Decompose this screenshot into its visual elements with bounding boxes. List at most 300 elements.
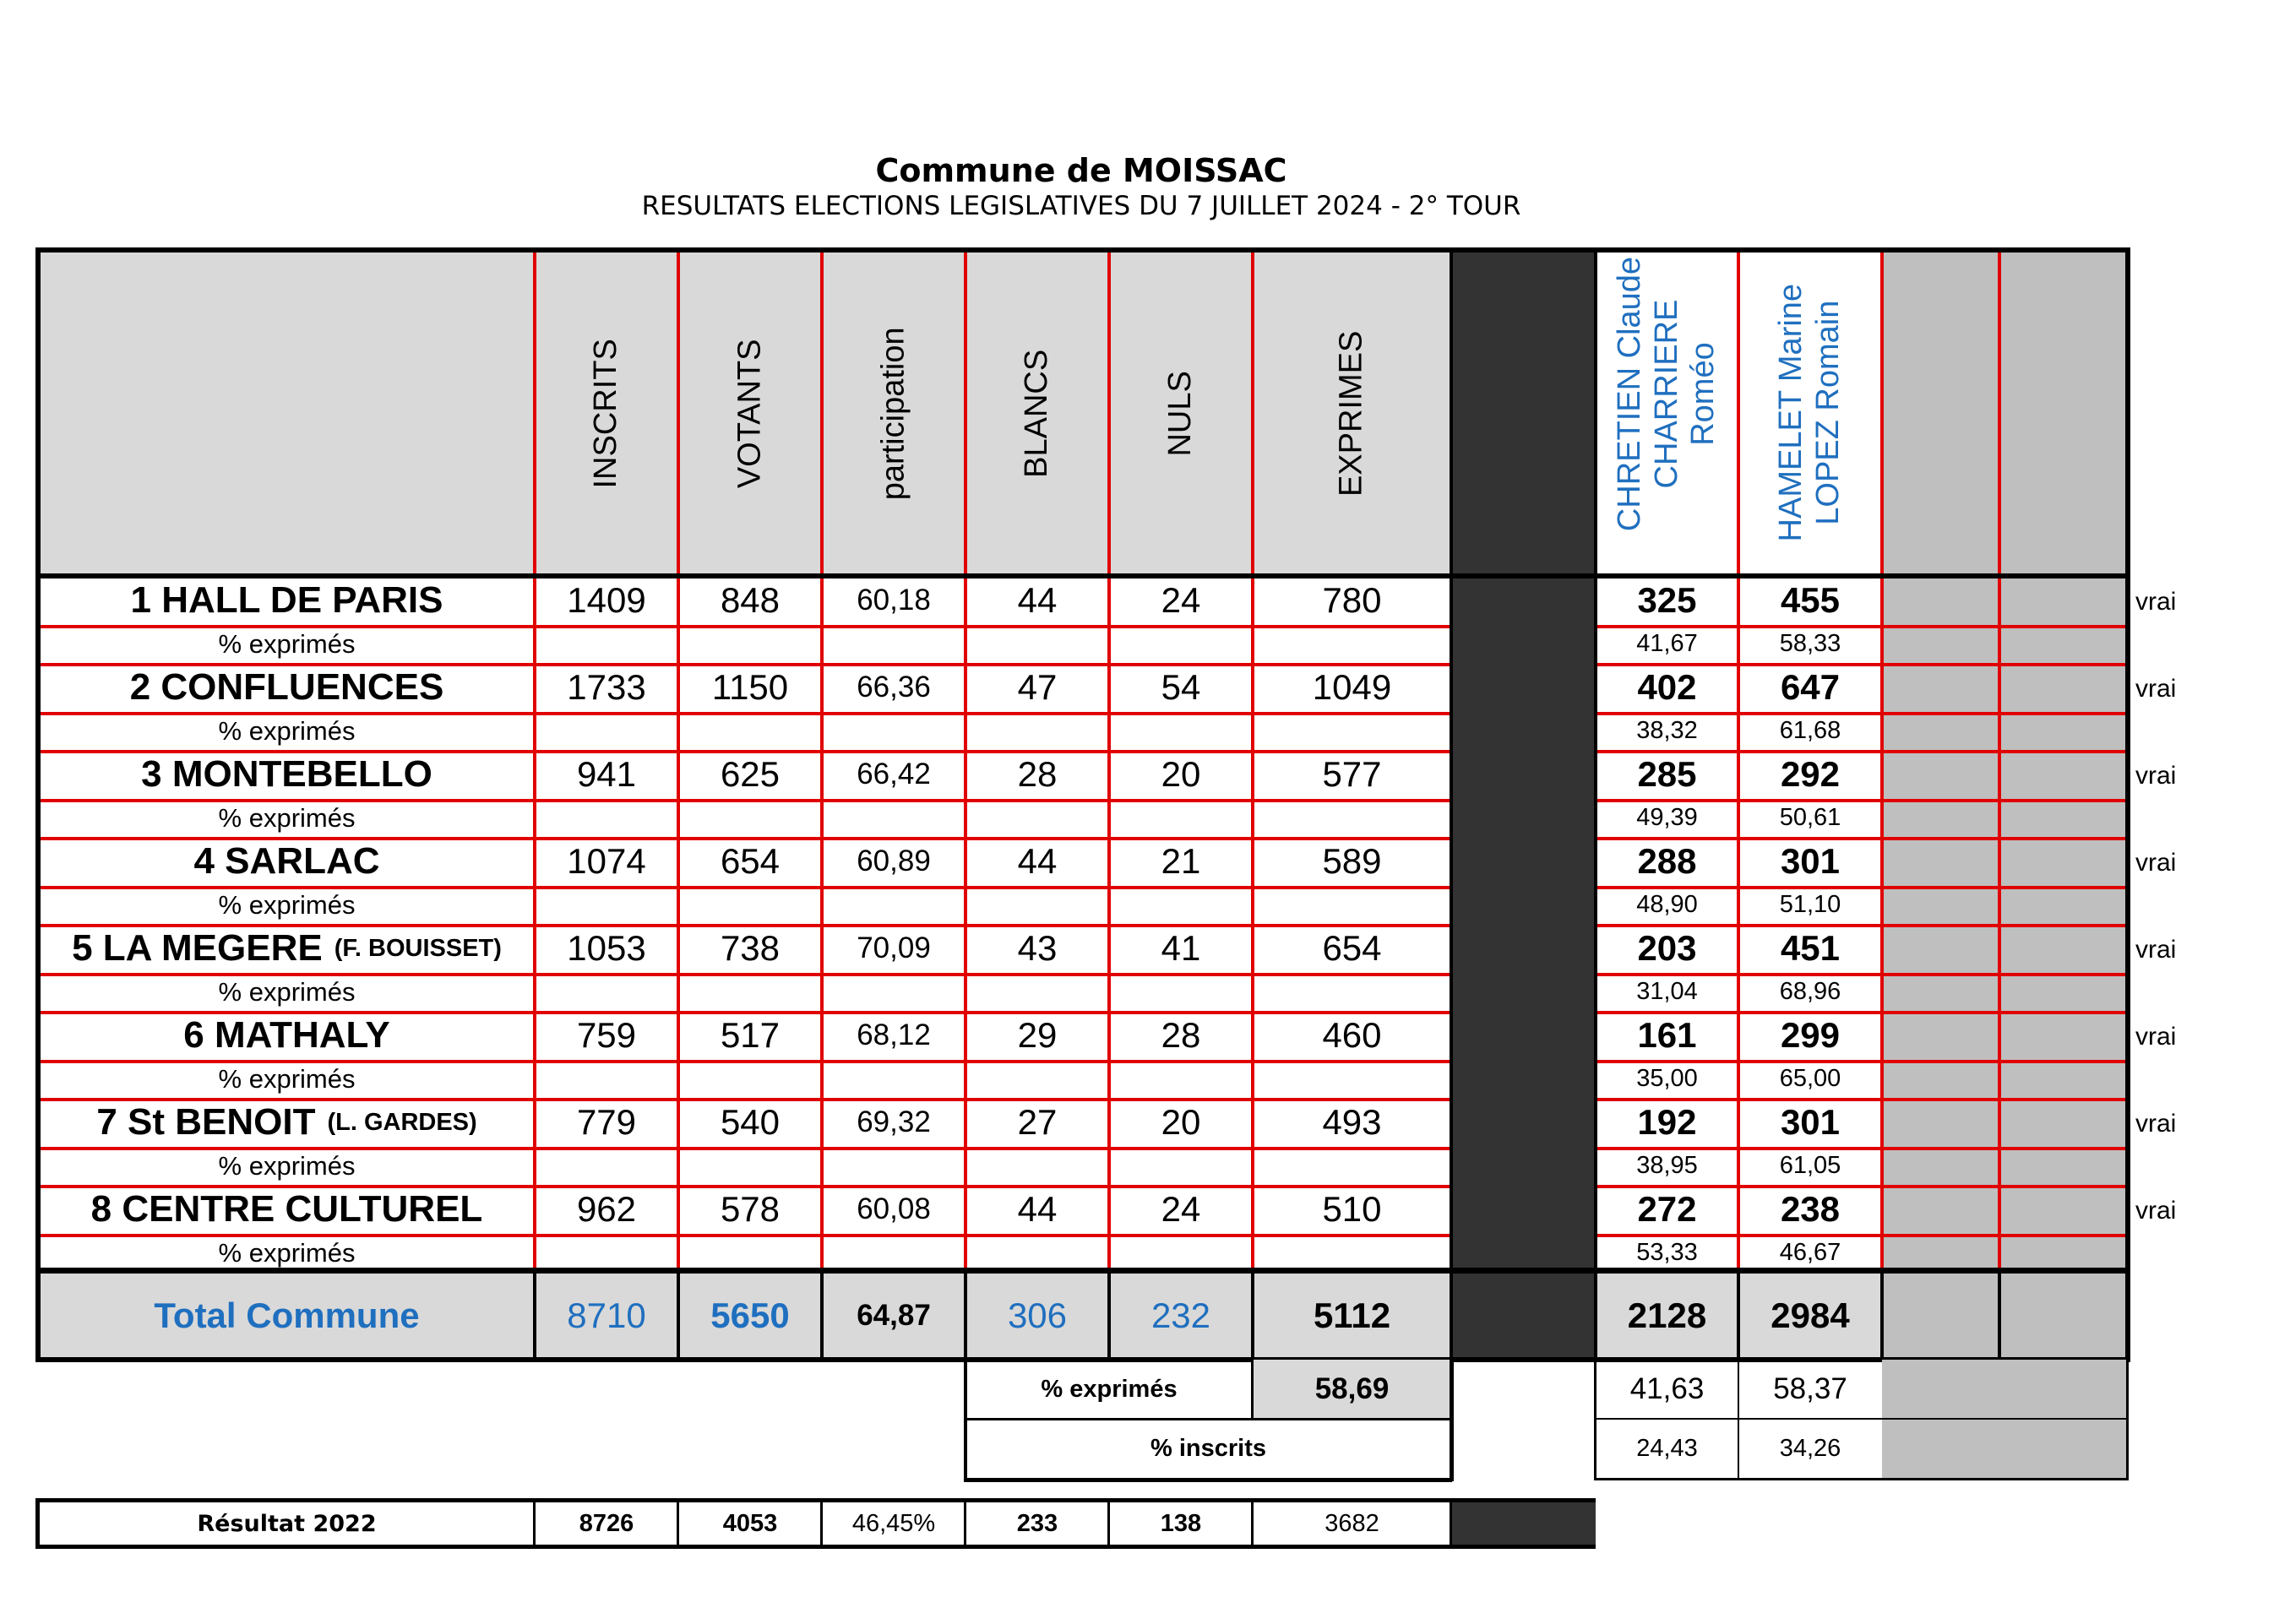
candidate-name-line: LOPEZ Romain (1810, 300, 1847, 525)
cell-cand2-votes: 647 (1780, 667, 1841, 707)
cell-empty (1109, 1060, 1253, 1098)
row-separator (1596, 799, 2127, 802)
result-2022-border (820, 1502, 823, 1545)
cell-cand1-votes: 288 (1637, 841, 1697, 881)
candidate-name-line: HAMELET Marine (1773, 283, 1809, 542)
cell-empty (822, 886, 965, 924)
cell-cand2-pct: 61,68 (1779, 717, 1841, 744)
header-cand1-name (1612, 257, 1722, 531)
bureau-name: 3 MONTEBELLO (141, 753, 432, 795)
dark-column-cell (1451, 750, 1596, 837)
summary-exprimes-value: 58,69 (1253, 1360, 1451, 1419)
cell-inscrits: 1409 (567, 580, 646, 620)
cell-cand1-votes: 325 (1637, 580, 1697, 620)
cell-blancs: 43 (1017, 928, 1058, 968)
column-separator (533, 251, 536, 1271)
row-separator (39, 799, 1451, 802)
total-column-border (964, 1271, 967, 1360)
result-2022-inscrits: 8726 (579, 1509, 634, 1537)
cell-cand1-pct: 53,33 (1636, 1239, 1698, 1266)
result-2022-nuls: 138 (1160, 1509, 1202, 1537)
check-flag: vrai (2135, 674, 2177, 703)
cell-cand1-votes: 203 (1637, 928, 1697, 968)
cell-empty (1109, 886, 1253, 924)
header-bottom-border (35, 573, 2130, 578)
result-2022-dark-cell (1451, 1502, 1596, 1545)
total-nuls: 232 (1109, 1271, 1253, 1360)
check-flag: vrai (2135, 848, 2177, 877)
empty-candidate-cell (1882, 924, 1999, 1011)
cell-nuls: 24 (1161, 580, 1201, 620)
cell-nuls: 41 (1161, 928, 1201, 968)
cell-empty (678, 1060, 822, 1098)
cell-exprimes: 493 (1322, 1102, 1382, 1142)
cell-exprimes: 460 (1322, 1015, 1382, 1055)
cell-empty (535, 799, 678, 837)
empty-candidate-cell (1999, 837, 2127, 924)
cell-votants: 738 (720, 928, 781, 968)
summary-cand1-pct-inscrits: 24,43 (1636, 1434, 1698, 1462)
column-border (1450, 251, 1453, 1360)
check-flag: vrai (2135, 587, 2177, 616)
cell-nuls: 24 (1161, 1189, 1201, 1229)
check-flag: vrai (2135, 761, 2177, 790)
header-participation (822, 251, 965, 576)
cell-cand1-votes: 192 (1637, 1102, 1697, 1142)
total-blancs: 306 (965, 1271, 1109, 1360)
header-blank-cell (39, 251, 535, 576)
pct-exprimes-label: % exprimés (218, 628, 356, 659)
summary-border (1594, 1418, 2128, 1420)
cell-empty (1253, 799, 1451, 837)
dark-column-cell (1451, 663, 1596, 750)
dark-column-cell (1451, 924, 1596, 1011)
cell-empty (535, 1060, 678, 1098)
cell-votants: 1150 (711, 667, 789, 707)
result-2022-border (677, 1502, 679, 1545)
pct-exprimes-label: % exprimés (218, 889, 356, 920)
total-top-border (35, 1268, 2130, 1274)
result-2022-border (1251, 1502, 1254, 1545)
cell-empty (535, 712, 678, 750)
total-column-border (533, 1271, 536, 1360)
candidate-name-line: Roméo (1685, 342, 1722, 446)
cell-inscrits: 759 (576, 1015, 637, 1055)
bureau-name-cell (39, 1011, 535, 1060)
total-inscrits: 8710 (535, 1271, 678, 1360)
cell-nuls: 20 (1161, 754, 1201, 794)
row-separator (39, 1060, 1451, 1063)
bureau-name: 6 MATHALY (183, 1014, 390, 1056)
header-inscrits (535, 251, 678, 576)
cell-cand1-votes: 272 (1637, 1189, 1697, 1229)
column-separator (1998, 251, 2001, 1271)
cell-blancs: 27 (1017, 1102, 1058, 1142)
cell-blancs: 47 (1017, 667, 1058, 707)
empty-candidate-cell (1882, 1185, 1999, 1272)
total-column-border (1737, 1271, 1740, 1360)
cell-exprimes: 577 (1322, 754, 1382, 794)
candidate-name-line: CHARRIERE (1648, 299, 1684, 489)
result-2022-border (35, 1498, 1596, 1502)
cell-inscrits: 1074 (567, 841, 646, 881)
header-inscrits-label: INSCRITS (588, 338, 624, 489)
column-separator (677, 251, 680, 1271)
table-right-border (2125, 247, 2130, 1362)
total-exprimes: 5112 (1253, 1271, 1451, 1360)
cell-empty (1109, 712, 1253, 750)
row-separator (1596, 973, 2127, 976)
bureau-name-cell (39, 576, 535, 625)
row-separator (39, 750, 1451, 753)
cell-cand1-votes: 161 (1637, 1015, 1697, 1055)
row-separator (1596, 924, 2127, 927)
table-top-border (35, 247, 2130, 253)
cell-cand2-pct: 61,05 (1779, 1152, 1841, 1179)
cell-empty (822, 973, 965, 1011)
header-participation-label: participation (875, 327, 911, 500)
cell-cand2-votes: 301 (1780, 1102, 1841, 1142)
result-2022-participation: 46,45% (851, 1509, 936, 1537)
empty-candidate-cell (1999, 1098, 2127, 1185)
total-participation: 64,87 (822, 1271, 965, 1360)
cell-inscrits: 962 (576, 1189, 637, 1229)
cell-empty (822, 799, 965, 837)
cell-empty (965, 1060, 1109, 1098)
bureau-name-cell (39, 750, 535, 799)
bureau-name-cell (39, 1185, 535, 1234)
summary-cand2-pct-exprimes: 58,37 (1773, 1372, 1847, 1405)
result-2022-blancs: 233 (1016, 1509, 1058, 1537)
cell-participation: 60,18 (857, 584, 931, 616)
row-separator (39, 712, 1451, 715)
column-separator (1737, 251, 1740, 1271)
cell-empty (1253, 1234, 1451, 1272)
pct-exprimes-label: % exprimés (218, 976, 356, 1007)
header-blancs (965, 251, 1109, 576)
cell-empty (822, 1060, 965, 1098)
cell-votants: 654 (720, 841, 781, 881)
row-separator (1596, 886, 2127, 889)
total-votants: 5650 (678, 1271, 822, 1360)
row-separator (39, 886, 1451, 889)
cell-participation: 70,09 (857, 931, 931, 964)
cell-cand2-votes: 451 (1780, 928, 1841, 968)
row-separator (1596, 1147, 2127, 1150)
result-2022-border (35, 1545, 1596, 1549)
cell-participation: 60,89 (857, 845, 931, 877)
cell-empty (1109, 1234, 1253, 1272)
row-separator (39, 1147, 1451, 1150)
summary-border (1450, 1360, 1454, 1481)
check-flag: vrai (2135, 1109, 2177, 1138)
cell-participation: 66,36 (857, 671, 931, 703)
row-separator (39, 625, 1451, 628)
total-column-border (1107, 1271, 1111, 1360)
cell-cand1-pct: 38,95 (1636, 1152, 1698, 1179)
table-left-border (35, 247, 41, 1362)
bureau-name-cell (39, 1098, 535, 1147)
cell-empty (822, 625, 965, 663)
cell-cand2-pct: 58,33 (1779, 630, 1841, 657)
cell-empty (535, 973, 678, 1011)
empty-candidate-cell (1882, 837, 1999, 924)
bureau-name: 4 SARLAC (193, 840, 380, 882)
header-cand2 (1738, 251, 1882, 576)
empty-candidate-cell (1999, 663, 2127, 750)
bureau-name-cell (39, 924, 535, 973)
total-label: Total Commune (39, 1271, 535, 1360)
total-column-border (677, 1271, 680, 1360)
row-separator (1596, 625, 2127, 628)
cell-empty (965, 625, 1109, 663)
dark-column-cell (1451, 1185, 1596, 1272)
header-votants (678, 251, 822, 576)
summary-cand2-pct-inscrits: 34,26 (1779, 1434, 1841, 1462)
cell-exprimes: 510 (1322, 1189, 1382, 1229)
cell-votants: 625 (720, 754, 781, 794)
empty-candidate-cell (1882, 576, 1999, 663)
row-separator (1596, 1098, 2127, 1101)
header-blancs-label: BLANCS (1019, 349, 1055, 478)
empty-candidate-cell (1882, 1011, 1999, 1098)
cell-empty (1253, 1147, 1451, 1185)
cell-empty (678, 625, 822, 663)
cell-inscrits: 779 (576, 1102, 637, 1142)
result-2022-border (1450, 1502, 1452, 1545)
cell-cand2-pct: 46,67 (1779, 1239, 1841, 1266)
dark-column-cell (1451, 837, 1596, 924)
cell-participation: 69,32 (857, 1105, 931, 1138)
cell-nuls: 28 (1161, 1015, 1201, 1055)
cell-empty (535, 625, 678, 663)
pct-exprimes-label: % exprimés (218, 1237, 356, 1268)
pct-exprimes-label: % exprimés (218, 1150, 356, 1181)
cell-empty (1253, 712, 1451, 750)
cell-blancs: 28 (1017, 754, 1058, 794)
cell-inscrits: 1053 (567, 928, 646, 968)
cell-empty (535, 1234, 678, 1272)
row-separator (39, 663, 1451, 666)
row-separator (1596, 750, 2127, 753)
bureau-note: (F. BOUISSET) (334, 934, 502, 962)
column-separator (964, 251, 967, 1271)
column-separator (1107, 251, 1111, 1271)
summary-border (964, 1360, 967, 1481)
column-separator (1880, 251, 1884, 1271)
pct-exprimes-label: % exprimés (218, 802, 356, 833)
result-2022-border (1107, 1502, 1110, 1545)
cell-empty (678, 1234, 822, 1272)
empty-candidate-cell (1999, 750, 2127, 837)
cell-cand2-pct: 50,61 (1779, 804, 1841, 831)
row-separator (39, 924, 1451, 927)
dark-column-cell (1451, 1011, 1596, 1098)
cell-nuls: 20 (1161, 1102, 1201, 1142)
column-separator (820, 251, 824, 1271)
cell-empty (1253, 886, 1451, 924)
header-cand1 (1596, 251, 1738, 576)
cell-cand2-pct: 65,00 (1779, 1065, 1841, 1092)
total-column-border (1880, 1271, 1884, 1360)
check-flag: vrai (2135, 1196, 2177, 1225)
cell-cand2-votes: 455 (1780, 580, 1841, 620)
cell-exprimes: 780 (1322, 580, 1382, 620)
row-separator (39, 1234, 1451, 1237)
row-separator (39, 1098, 1451, 1101)
candidate-name-line: CHRETIEN Claude (1611, 256, 1647, 532)
cell-cand1-pct: 49,39 (1636, 804, 1698, 831)
cell-empty (678, 886, 822, 924)
page-subtitle: RESULTATS ELECTIONS LEGISLATIVES DU 7 JUILLET 2024 - 2° TOUR (641, 191, 1521, 221)
row-separator (1596, 712, 2127, 715)
cell-inscrits: 1733 (567, 667, 646, 707)
cell-nuls: 54 (1161, 667, 1201, 707)
cell-cand1-votes: 402 (1637, 667, 1697, 707)
cell-cand2-votes: 292 (1780, 754, 1841, 794)
summary-cand1-pct-exprimes: 41,63 (1629, 1372, 1705, 1405)
cell-empty (1109, 625, 1253, 663)
row-separator (1596, 1234, 2127, 1237)
cell-blancs: 44 (1017, 580, 1058, 620)
cell-participation: 68,12 (857, 1018, 931, 1051)
cell-empty (965, 1147, 1109, 1185)
summary-exprimes-label: % exprimés (1041, 1375, 1178, 1403)
empty-candidate-cell (1999, 1185, 2127, 1272)
row-separator (39, 1011, 1451, 1014)
cell-votants: 540 (720, 1102, 781, 1142)
total-dark-cell (1451, 1271, 1596, 1360)
empty-candidate-cell (1999, 576, 2127, 663)
total-empty-cell (1882, 1271, 1999, 1360)
empty-candidate-cell (1882, 750, 1999, 837)
header-exprimes (1253, 251, 1451, 576)
cell-cand2-votes: 299 (1780, 1015, 1841, 1055)
cell-votants: 578 (720, 1189, 781, 1229)
cell-empty (965, 712, 1109, 750)
cell-cand2-votes: 301 (1780, 841, 1841, 881)
cell-exprimes: 1049 (1312, 667, 1392, 707)
row-separator (1596, 663, 2127, 666)
result-2022-border (533, 1502, 536, 1545)
cell-cand1-pct: 31,04 (1636, 978, 1698, 1005)
bureau-name: 2 CONFLUENCES (129, 666, 444, 708)
cell-inscrits: 941 (576, 754, 637, 794)
dark-column-cell (1451, 576, 1596, 663)
cell-empty (1109, 1147, 1253, 1185)
cell-nuls: 21 (1161, 841, 1201, 881)
cell-exprimes: 589 (1322, 841, 1382, 881)
header-dark-column (1451, 251, 1596, 576)
header-empty-cell (1999, 251, 2127, 576)
dark-column-cell (1451, 1098, 1596, 1185)
header-empty-cell (1882, 251, 1999, 576)
row-separator (39, 837, 1451, 840)
cell-cand1-pct: 41,67 (1636, 630, 1698, 657)
row-separator (39, 973, 1451, 976)
cell-empty (535, 1147, 678, 1185)
check-flag: vrai (2135, 935, 2177, 964)
empty-candidate-cell (1882, 1098, 1999, 1185)
result-2022-exprimes: 3682 (1325, 1509, 1379, 1537)
result-2022-border (35, 1498, 40, 1549)
cell-blancs: 44 (1017, 1189, 1058, 1229)
cell-cand1-pct: 35,00 (1636, 1065, 1698, 1092)
result-2022-border (964, 1502, 966, 1545)
summary-border (964, 1478, 1452, 1482)
cell-empty (535, 886, 678, 924)
page-title: Commune de MOISSAC (875, 152, 1287, 189)
cell-blancs: 44 (1017, 841, 1058, 881)
bureau-name-cell (39, 663, 535, 712)
empty-candidate-cell (1999, 1011, 2127, 1098)
header-votants-label: VOTANTS (732, 339, 768, 488)
bureau-name: 8 CENTRE CULTUREL (90, 1188, 483, 1230)
cell-empty (822, 712, 965, 750)
empty-candidate-cell (1882, 663, 1999, 750)
result-2022-label: Résultat 2022 (197, 1510, 377, 1537)
header-nuls (1109, 251, 1253, 576)
cell-empty (1253, 1060, 1451, 1098)
row-separator (1596, 1060, 2127, 1063)
total-cand1: 2128 (1596, 1271, 1738, 1360)
bureau-note: (L. GARDES) (327, 1108, 477, 1136)
cell-empty (678, 973, 822, 1011)
cell-empty (1109, 799, 1253, 837)
cell-empty (965, 799, 1109, 837)
cell-cand2-pct: 51,10 (1779, 891, 1841, 918)
header-exprimes-label: EXPRIMES (1333, 330, 1369, 497)
row-separator (39, 1185, 1451, 1188)
total-empty-cell (1999, 1271, 2127, 1360)
cell-participation: 60,08 (857, 1192, 931, 1225)
cell-cand1-votes: 285 (1637, 754, 1697, 794)
bureau-name: 1 HALL DE PARIS (130, 579, 443, 621)
cell-empty (965, 886, 1109, 924)
cell-cand2-votes: 238 (1780, 1189, 1841, 1229)
result-2022-votants: 4053 (722, 1509, 778, 1537)
cell-cand1-pct: 48,90 (1636, 891, 1698, 918)
pct-exprimes-label: % exprimés (218, 715, 356, 746)
cell-empty (678, 712, 822, 750)
column-border (1594, 251, 1597, 1360)
summary-border (1251, 1360, 1254, 1419)
cell-empty (678, 799, 822, 837)
cell-exprimes: 654 (1322, 928, 1382, 968)
check-flag: vrai (2135, 1022, 2177, 1051)
cell-empty (1253, 625, 1451, 663)
total-cand2: 2984 (1738, 1271, 1882, 1360)
bureau-name: 5 LA MEGERE (72, 927, 323, 969)
header-nuls-label: NULS (1162, 370, 1199, 457)
header-cand2-name (1773, 284, 1847, 542)
summary-inscrits-label: % inscrits (1150, 1434, 1266, 1462)
cell-votants: 848 (720, 580, 781, 620)
empty-candidate-cell (1999, 924, 2127, 1011)
cell-empty (822, 1234, 965, 1272)
cell-votants: 517 (720, 1015, 781, 1055)
pct-exprimes-label: % exprimés (218, 1063, 356, 1094)
cell-empty (678, 1147, 822, 1185)
cell-empty (965, 1234, 1109, 1272)
summary-border (964, 1418, 1451, 1420)
summary-border (1738, 1360, 1739, 1480)
bureau-name-cell (39, 837, 535, 886)
bureau-name: 7 St BENOIT (96, 1101, 316, 1143)
cell-blancs: 29 (1017, 1015, 1058, 1055)
cell-participation: 66,42 (857, 758, 931, 790)
cell-empty (1109, 973, 1253, 1011)
